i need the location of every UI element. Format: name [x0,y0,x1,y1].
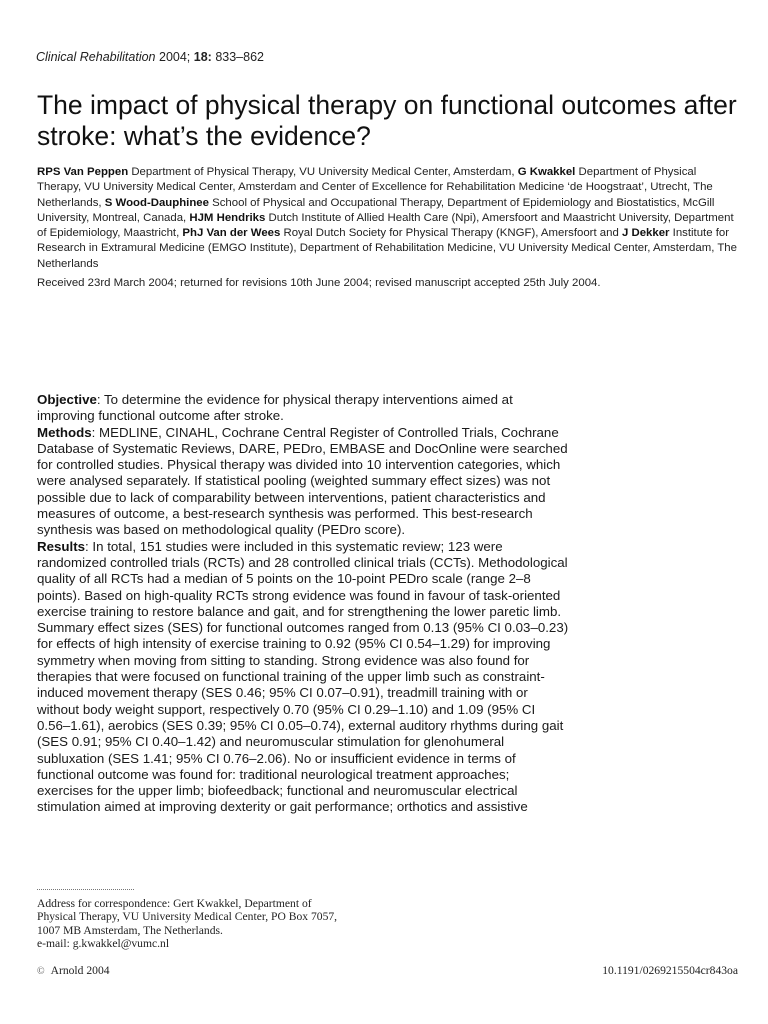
abstract-results [37,539,569,816]
journal-name: Clinical Rehabilitation [36,50,156,64]
abstract-objective [37,392,569,425]
journal-volume: 18: [193,50,212,64]
received-dates: Received 23rd March 2004; returned for revisions 10th June 2004; revised manuscript accepted 25th July 2004. [37,277,601,289]
author-affiliation: Department of Physical Therapy, VU University Medical Center, Amsterdam and Center of Excellence for Rehabilitation Medicine ‘de Hoogstraat’, Utrecht, The Netherlands, [37,166,713,209]
abstract [37,392,569,816]
correspondence-email: e-mail: g.kwakkel@vumc.nl [37,937,170,951]
publisher-name: Arnold 2004 [50,964,110,977]
abstract-methods [37,425,569,539]
author-affiliation: School of Physical and Occupational Therapy, Department of Epidemiology and Biostatistics, McGill University, Montreal, Canada, [37,196,715,224]
author-name: G Kwakkel [517,166,576,178]
correspondence-line: 1007 MB Amsterdam, The Netherlands. [37,923,223,937]
author-name: S Wood-Dauphinee [104,196,209,209]
journal-year: 2004; [159,50,191,64]
methods-text: : MEDLINE, CINAHL, Cochrane Central Register of Controlled Trials, Cochrane Database of Systematic Reviews, DARE, PEDro, EMBASE and DocOnline were searched for controlled studies. Physical therapy was divided into 10 intervention categories, which were analysed separately. If statistical pooling (weighted summary effect sizes) was not possible due to lack of comparability between interventions, patient characteristics and measures of outcome, a best-research synthesis was performed. This best-research synthesis was based on methodological quality (PEDro score). [37,424,568,538]
correspondence-line: Physical Therapy, VU University Medical Center, PO Box 7057, [37,910,338,924]
journal-pages: 833–862 [215,50,264,64]
author-list [37,165,737,272]
journal-citation [36,50,264,64]
objective-text: : To determine the evidence for physical therapy interventions aimed at improving functional outcome after stroke. [37,392,513,424]
author-affiliation: Institute for Research in Extramural Medicine (EMGO Institute), Department of Rehabilitation Medicine, VU University Medical Center, Amsterdam, The Netherlands [37,227,737,270]
author-affiliation: Dutch Institute of Allied Health Care (Npi), Amersfoort and Maastricht University, Department of Epidemiology, Maastricht, [37,211,734,240]
doi: 10.1191/0269215504cr843oa [602,964,738,977]
copyright-icon: © [37,966,45,977]
methods-label: Methods [37,424,92,440]
results-text: : In total, 151 studies were included in this systematic review; 123 were randomized controlled trials (RCTs) and 28 controlled clinical trials (CCTs). Methodological quality of all RCTs had a median of 5 points on the 10-point PEDro scale (range 2–8 points). Based on high-quality RCTs strong evidence was found in favour of task-oriented exercise training to restore balance and gait, and for strengthening the lower paretic limb. Summary effect sizes (SES) for functional outcomes ranged from 0.13 (95% CI 0.03–0.23) for effects of high intensity of exercise training to 0.92 (95% CI 0.54–1.29) for improving symmetry when moving from sitting to standing. Strong evidence was also found for therapies that were focused on functional training of the upper limb such as constraint-induced movement therapy (SES 0.46; 95% CI 0.07–0.91), treadmill training with or without body weight support, respectively 0.70 (95% CI 0.29–1.10) and 1.09 (95% CI 0.56–1.61), aerobics (SES 0.39; 95% CI 0.05–0.74), external auditory rhythms during gait (SES 0.91; 95% CI 0.40–1.42) and neuromuscular stimulation for glenohumeral subluxation (SES 1.41; 95% CI 0.76–2.06). No or insufficient evidence in terms of functional outcome was found for: traditional neurological treatment approaches; exercises for the upper limb; biofeedback; functional and neuromuscular electrical stimulation aimed at improving dexterity or gait performance; orthotics and assistive [37,538,569,815]
author-affiliation: Royal Dutch Society for Physical Therapy (KNGF), Amersfoort and [283,227,619,240]
author-name: HJM Hendriks [189,211,266,224]
publisher-footer [37,964,110,977]
author-name: PhJ Van der Wees [182,227,281,240]
results-label: Results [37,538,86,554]
objective-label: Objective [37,392,97,407]
author-affiliation: Department of Physical Therapy, VU University Medical Center, Amsterdam, [131,166,515,178]
correspondence-address [37,897,437,951]
author-name: J Dekker [621,227,670,240]
author-name: RPS Van Peppen [37,166,129,178]
article-title: The impact of physical therapy on functional outcomes after stroke: what’s the evidence? [37,90,737,151]
correspondence-line: Address for correspondence: Gert Kwakkel, Department of [37,897,312,910]
footnote-divider [37,889,134,890]
